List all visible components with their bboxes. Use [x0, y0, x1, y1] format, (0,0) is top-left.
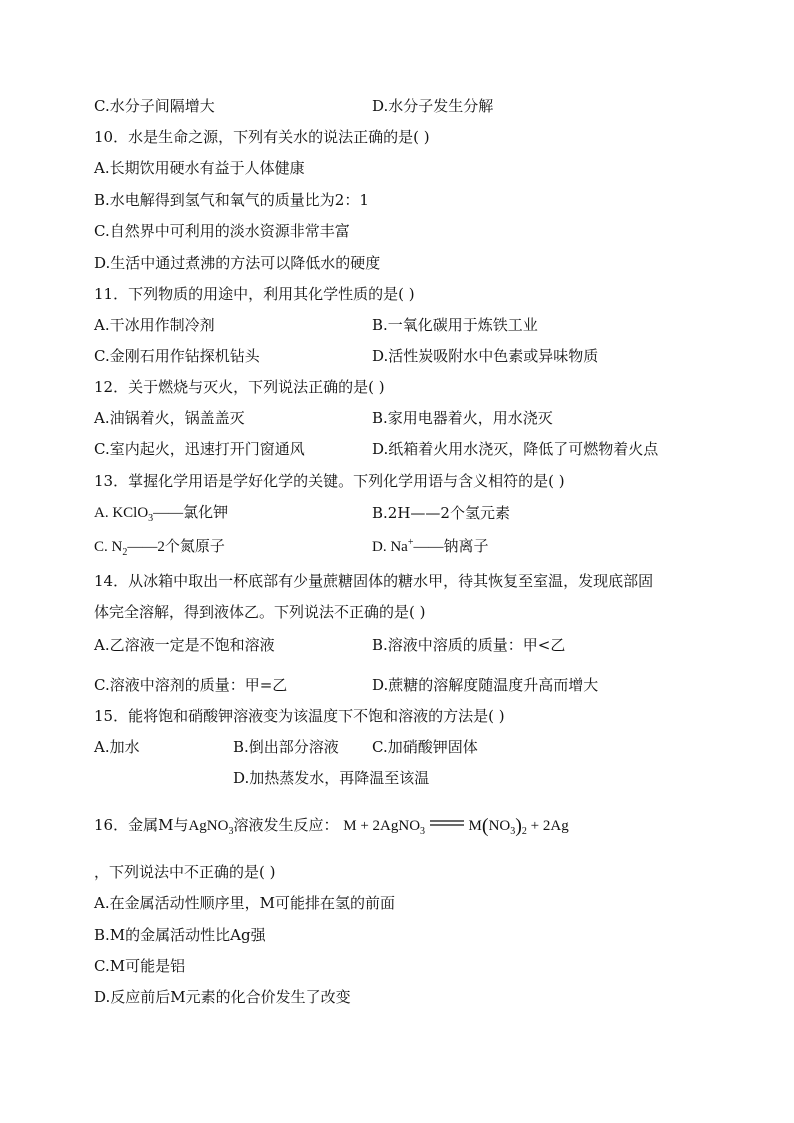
option-16b: B.M的金属活动性比Ag强	[94, 926, 266, 944]
option-15b: B.倒出部分溶液	[233, 738, 339, 756]
option-13c: C. $N_2——2$个氮原子	[94, 539, 225, 558]
option-14c: C.溶液中溶剂的质量：甲=乙	[94, 676, 288, 694]
option-11b: B.一氧化碳用于炼铁工业	[372, 316, 538, 334]
question-15: 15．能将饱和硝酸钾溶液变为该温度下不饱和溶液的方法是( )	[94, 707, 505, 725]
question-16-line1: 16．金属M与AgNO$_3$溶液发生反应： M + 2AgNO$_3$ $M(NO_3)_2 + 2Ag$	[94, 815, 569, 837]
option-9c: C.水分子间隔增大	[94, 97, 215, 115]
option-13d: D. Na+——钠离子	[372, 537, 489, 555]
option-10c: C.自然界中可利用的淡水资源非常丰富	[94, 222, 350, 240]
option-10d: D.生活中通过煮沸的方法可以降低水的硬度	[94, 254, 381, 272]
chemical-equation: M + 2AgNO$_3$ $M(NO_3)_2 + 2Ag$	[343, 815, 569, 837]
option-14b: B.溶液中溶质的质量：甲<乙	[372, 636, 566, 654]
option-14d: D.蔗糖的溶解度随温度升高而增大	[372, 676, 599, 694]
option-12c: C.室内起火，迅速打开门窗通风	[94, 440, 305, 458]
option-13b: B.2H——2个氢元素	[372, 504, 510, 522]
option-16a: A.在金属活动性顺序里，M可能排在氢的前面	[94, 894, 395, 912]
option-16c: C.M可能是铝	[94, 957, 186, 975]
question-11: 11．下列物质的用途中，利用其化学性质的是( )	[94, 285, 415, 303]
question-12: 12．关于燃烧与灭火，下列说法正确的是( )	[94, 378, 385, 396]
option-11a: A.干冰用作制冷剂	[94, 316, 215, 334]
option-9d: D.水分子发生分解	[372, 97, 494, 115]
question-14-line2: 体完全溶解，得到液体乙。下列说法不正确的是( )	[94, 603, 426, 621]
option-16d: D.反应前后M元素的化合价发生了改变	[94, 988, 351, 1006]
option-15c: C.加硝酸钾固体	[372, 738, 478, 756]
option-12d: D.纸箱着火用水浇灭，降低了可燃物着火点	[372, 440, 659, 458]
option-14a: A.乙溶液一定是不饱和溶液	[94, 636, 275, 654]
option-15a: A.加水	[94, 738, 140, 756]
option-11c: C.金刚石用作钻探机钻头	[94, 347, 260, 365]
equal-sign-icon	[429, 818, 465, 828]
option-12a: A.油锅着火，锅盖盖灭	[94, 409, 245, 427]
option-15d: D.加热蒸发水，再降温至该温	[233, 769, 430, 787]
question-13: 13．掌握化学用语是学好化学的关键。下列化学用语与含义相符的是( )	[94, 472, 565, 490]
option-13a: A. KClO$_3$——氯化钾	[94, 505, 229, 524]
question-14-line1: 14．从冰箱中取出一杯底部有少量蔗糖固体的糖水甲，待其恢复至室温，发现底部固	[94, 572, 654, 590]
question-16-line2: ，下列说法中不正确的是( )	[94, 863, 276, 881]
option-12b: B.家用电器着火，用水浇灭	[372, 409, 553, 427]
option-11d: D.活性炭吸附水中色素或异味物质	[372, 347, 599, 365]
option-10b: B.水电解得到氢气和氧气的质量比为2：1	[94, 191, 369, 209]
question-10: 10．水是生命之源，下列有关水的说法正确的是( )	[94, 128, 430, 146]
option-10a: A.长期饮用硬水有益于人体健康	[94, 159, 305, 177]
